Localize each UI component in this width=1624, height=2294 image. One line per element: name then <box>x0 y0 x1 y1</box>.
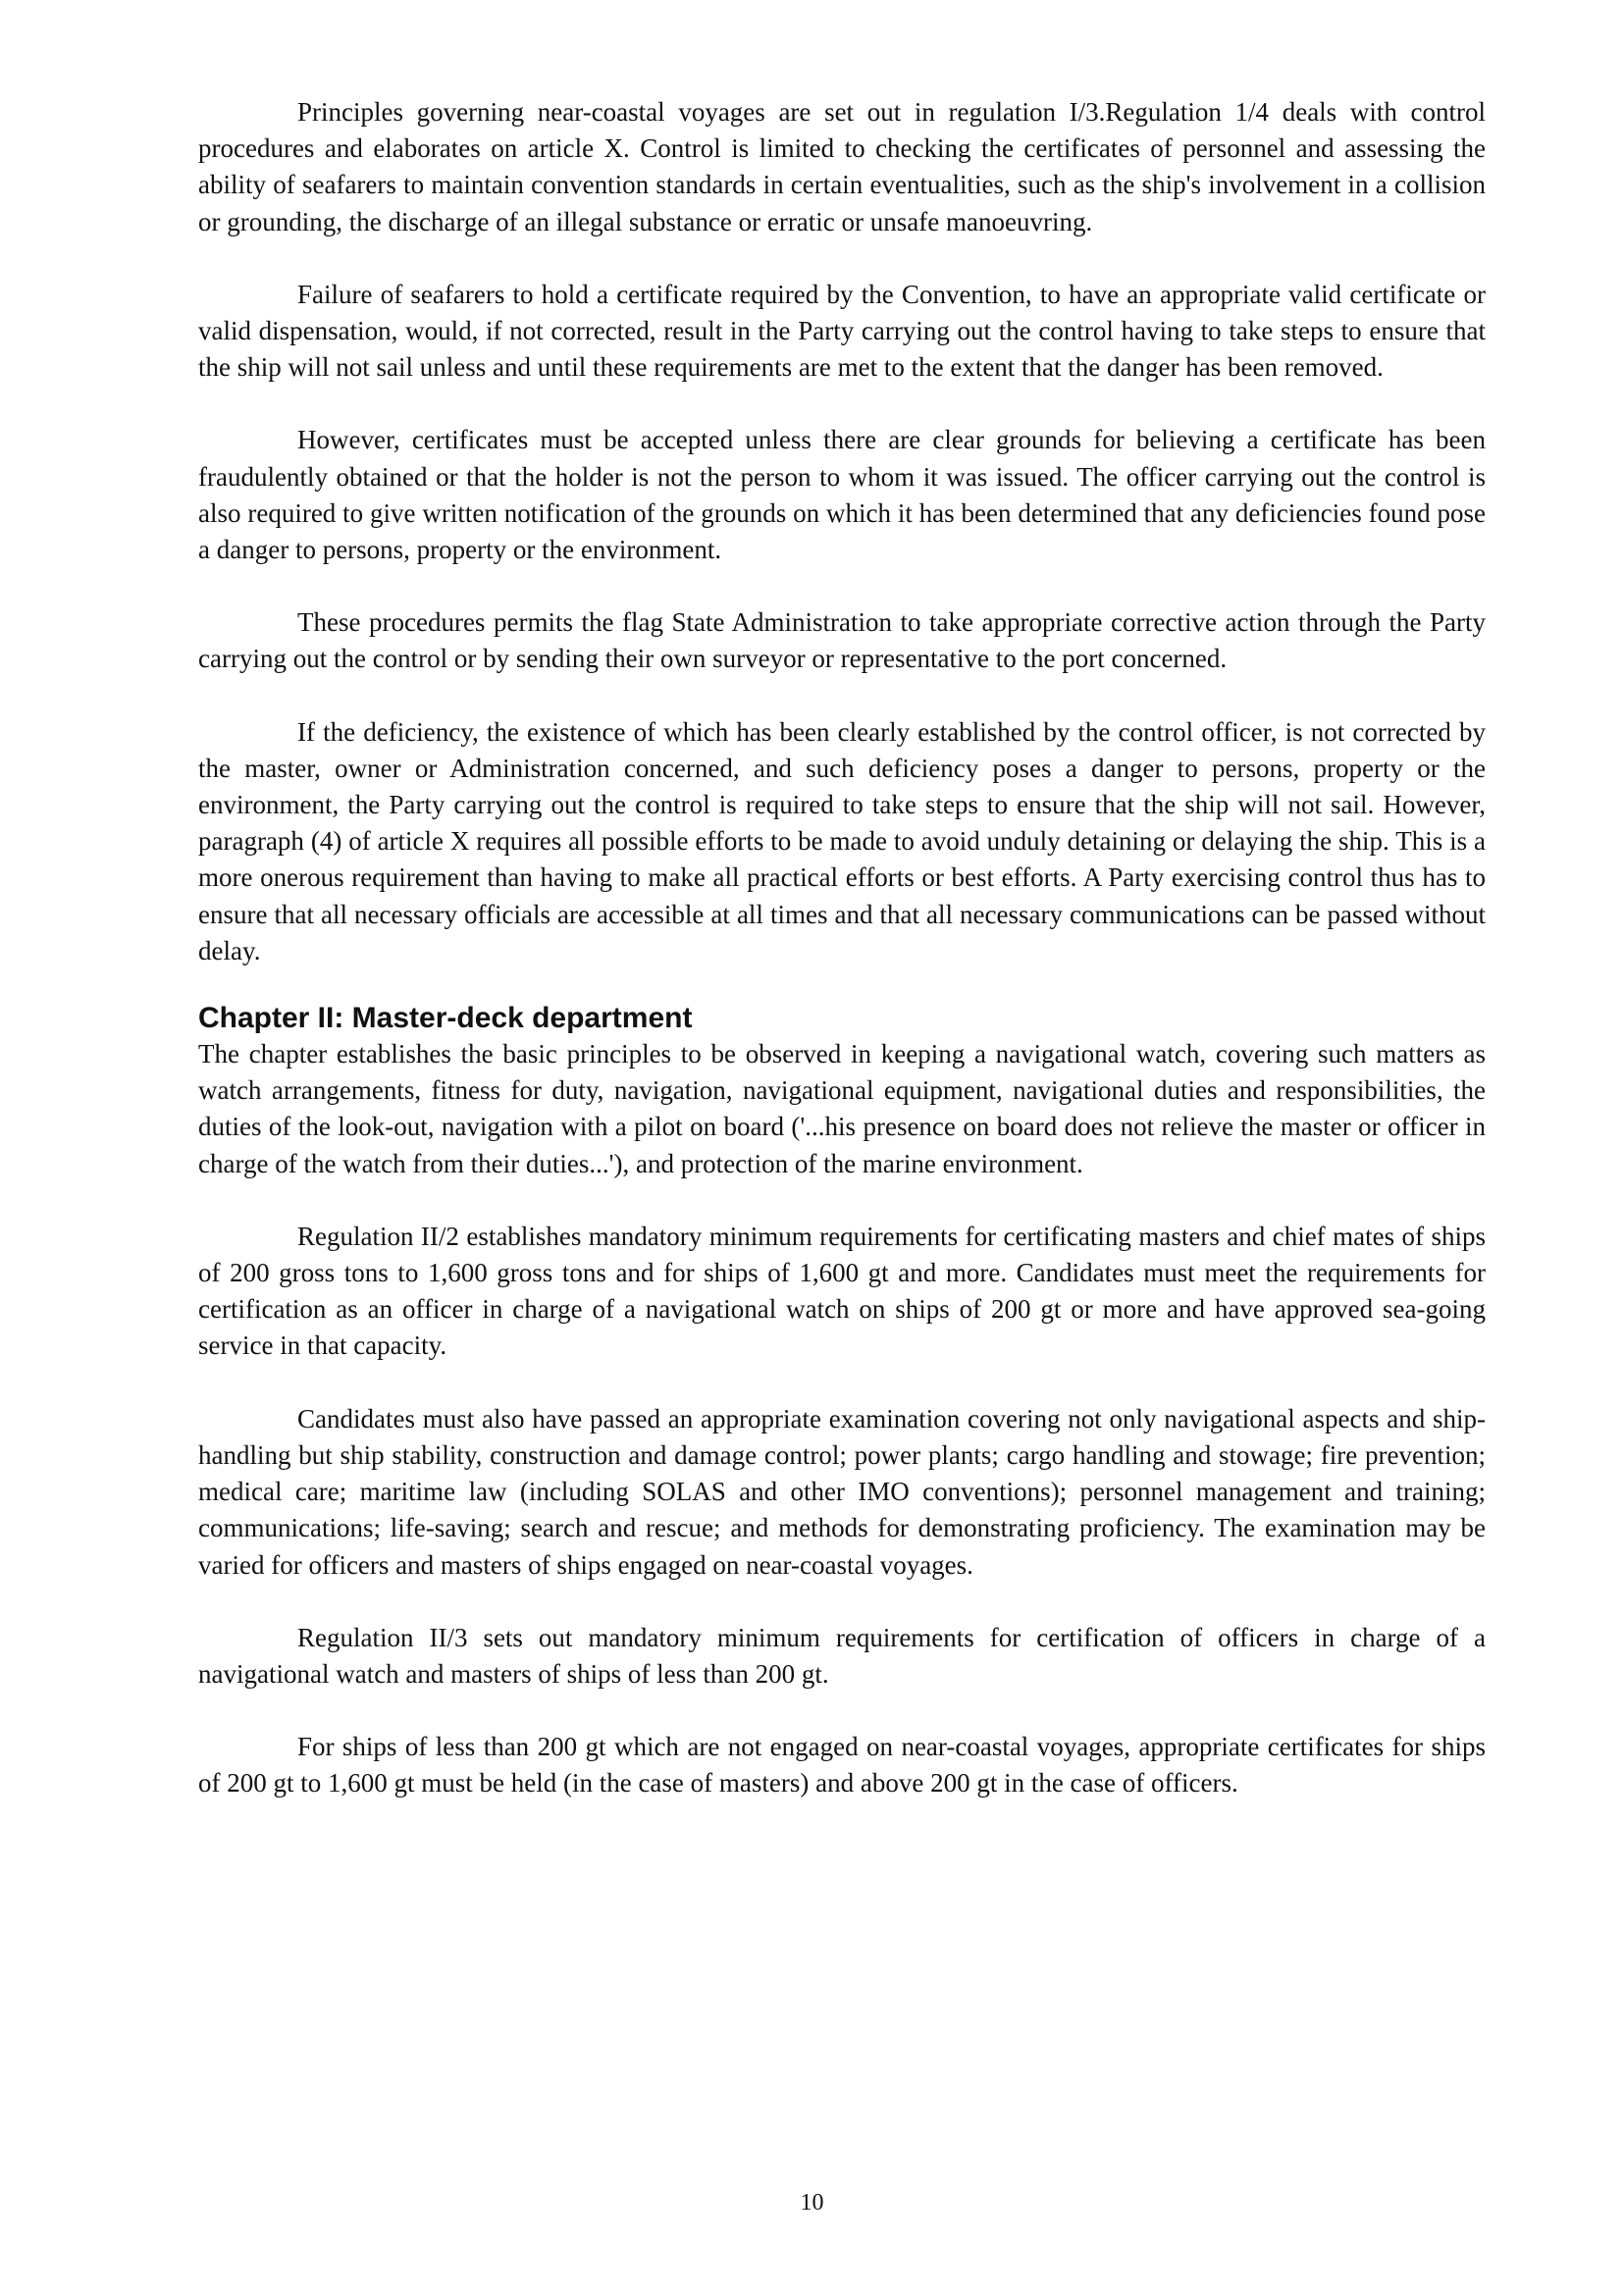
paragraph-regulation-ii-3: Regulation II/3 sets out mandatory minimum requirements for certification of officers in charge of a navigational watch and masters of ships of less than 200 gt. <box>198 1622 1486 1689</box>
document-page <box>198 94 1486 1839</box>
page-number: 10 <box>800 2190 824 2216</box>
paragraph-failure-to-hold-certificate: Failure of seafarers to hold a certificate required by the Convention, to have an appropriate valid certificate or valid dispensation, would, if not corrected, result in the Party carrying out the control having to take steps to ensure that the ship will not sail unless and until these requirements are met to the extent that the danger has been removed. <box>198 279 1486 383</box>
paragraph-near-coastal-voyages: Principles governing near-coastal voyages are set out in regulation I/3.Regulation 1/4 deals with control procedures and elaborates on article X. Control is limited to checking the certificates of personnel and assessing the ability of seafarers to maintain convention standards in certain eventualities, such as the ship's involvement in a collision or grounding, the discharge of an illegal substance or erratic or unsafe manoeuvring. <box>198 97 1486 236</box>
paragraph-regulation-ii-2: Regulation II/2 establishes mandatory minimum requirements for certificating masters and chief mates of ships of 200 gross tons to 1,600 gross tons and for ships of 1,600 gt and more. Candidates must meet the requirements for certification as an officer in charge of a navigational watch on ships of 200 gt or more and have approved sea-going service in that capacity. <box>198 1221 1486 1361</box>
paragraph-certificates-accepted: However, certificates must be accepted unless there are clear grounds for believing a certificate has been fraudulently obtained or that the holder is not the person to whom it was issued. The officer carrying out the control is also required to give written notification of the grounds on which it has been determined that any deficiencies found pose a danger to persons, property or the environment. <box>198 425 1486 565</box>
paragraph-chapter-intro: The chapter establishes the basic principles to be observed in keeping a navigational watch, covering such matters as watch arrangements, fitness for duty, navigation, navigational equipment, navigational duties and responsibilities, the duties of the look-out, navigation with a pilot on board ('...his presence on board does not relieve the master or officer in charge of the watch from their duties...'), and protection of the marine environment. <box>198 1039 1486 1178</box>
paragraph-ships-less-than-200gt: For ships of less than 200 gt which are not engaged on near-coastal voyages, appropriate certificates for ships of 200 gt to 1,600 gt must be held (in the case of masters) and above 200 gt in the case of officers. <box>198 1732 1486 1799</box>
paragraph-examination-requirements: Candidates must also have passed an appropriate examination covering not only navigational aspects and ship-handling but ship stability, construction and damage control; power plants; cargo handling and stowage; fire prevention; medical care; maritime law (including SOLAS and other IMO conventions); personnel management and training; communications; life-saving; search and rescue; and methods for demonstrating proficiency. The examination may be varied for officers and masters of ships engaged on near-coastal voyages. <box>198 1403 1486 1580</box>
paragraph-deficiency-not-corrected: If the deficiency, the existence of which has been clearly established by the control officer, is not corrected by the master, owner or Administration concerned, and such deficiency poses a danger to persons, property or the environment, the Party carrying out the control is required to take steps to ensure that the ship will not sail. However, paragraph (4) of article X requires all possible efforts to be made to avoid unduly detaining or delaying the ship. This is a more onerous requirement than having to make all practical efforts or best efforts. A Party exercising control thus has to ensure that all necessary officials are accessible at all times and that all necessary communications can be passed without delay. <box>198 716 1486 965</box>
section-heading: Chapter II: Master-deck department <box>198 1002 693 1035</box>
paragraph-flag-state-procedures: These procedures permits the flag State Administration to take appropriate corrective action through the Party carrying out the control or by sending their own surveyor or representative to the port concerned. <box>198 607 1486 674</box>
